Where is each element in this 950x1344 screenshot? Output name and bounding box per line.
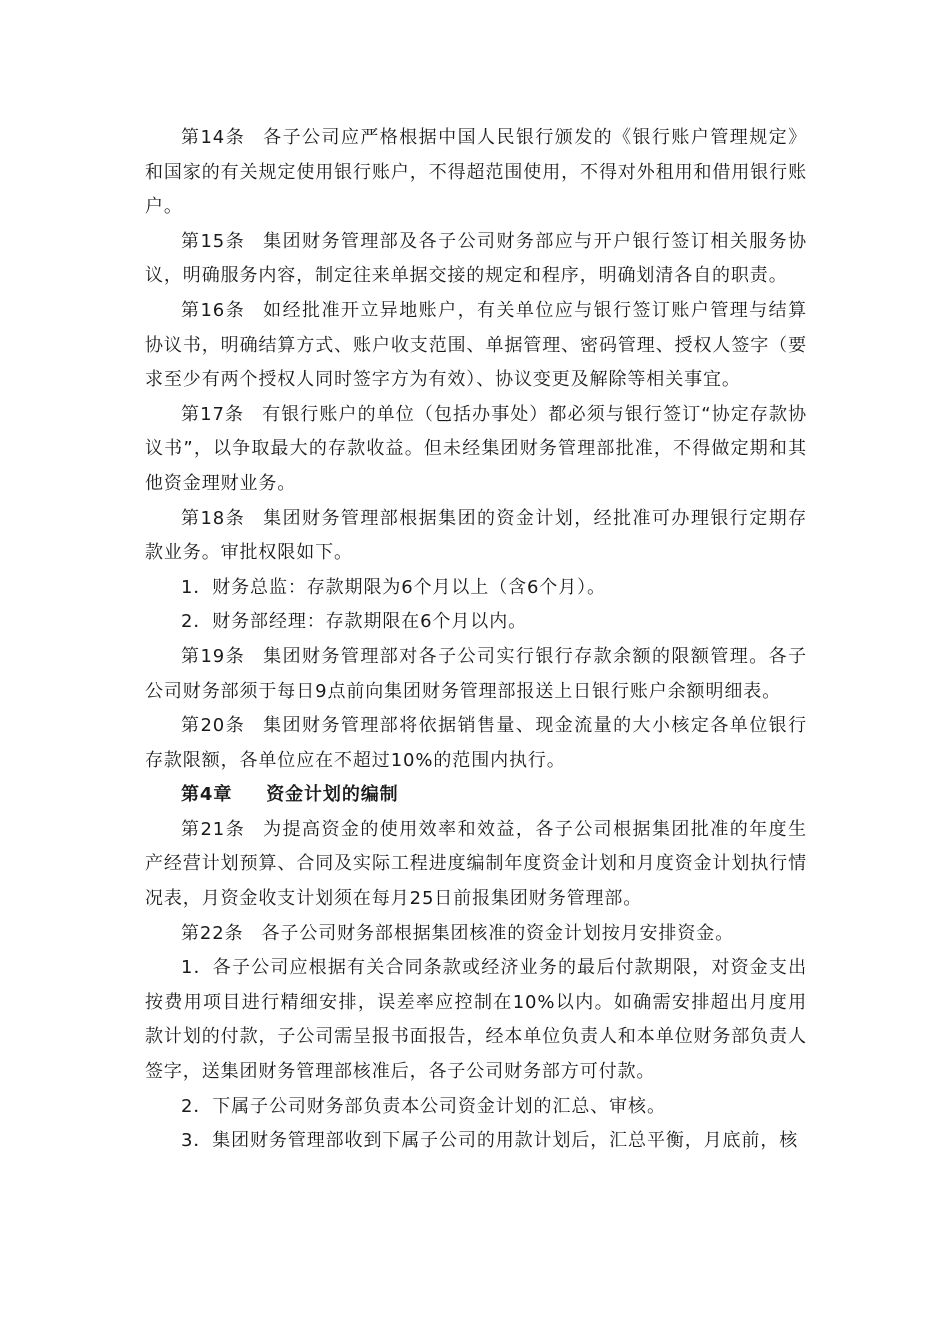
list-item: 2．财务部经理：存款期限在6个月以内。	[181, 611, 528, 633]
list-item: 3．集团财务管理部收到下属子公司的用款计划后，汇总平衡，月底前，核	[181, 1130, 799, 1152]
article-number: 第15条	[181, 230, 246, 252]
article-number: 第22条	[181, 922, 244, 944]
list-item: 1．财务总监：存款期限为6个月以上（含6个月）。	[181, 576, 606, 598]
chapter-number: 第4章	[181, 784, 233, 806]
article-20	[145, 709, 807, 778]
article-17	[145, 398, 807, 502]
article-text: 各子公司应严格根据中国人民银行颁发的《银行账户管理规定》和国家的有关规定使用银行账户，不得超范围使用，不得对外租用和借用银行账户。	[145, 127, 807, 218]
article-19	[145, 640, 807, 709]
article-number: 第20条	[181, 715, 246, 737]
article-text: 为提高资金的使用效率和效益，各子公司根据集团批准的年度生产经营计划预算、合同及实际工程进度编制年度资金计划和月度资金计划执行情况表，月资金收支计划须在每月25日前报集团财务管理部。	[145, 818, 807, 910]
chapter-title: 资金计划的编制	[266, 784, 399, 806]
chapter-heading	[145, 778, 807, 813]
article-16	[145, 294, 807, 398]
article-number: 第19条	[181, 645, 246, 667]
article-text: 集团财务管理部将依据销售量、现金流量的大小核定各单位银行存款限额，各单位应在不超过10%的范围内执行。	[145, 715, 807, 771]
article-text: 各子公司财务部根据集团核准的资金计划按月安排资金。	[261, 922, 735, 944]
list-item: 1．各子公司应根据有关合同条款或经济业务的最后付款期限，对资金支出按费用项目进行精细安排，误差率应控制在10%以内。如确需安排超出月度用款计划的付款，子公司需呈报书面报告，经本单位负责人和本单位财务部负责人签字，送集团财务管理部核准后，各子公司财务部方可付款。	[145, 957, 807, 1083]
article-number: 第17条	[181, 403, 245, 425]
list-item: 2．下属子公司财务部负责本公司资金计划的汇总、审核。	[181, 1095, 666, 1117]
article-text: 如经批准开立异地账户，有关单位应与银行签订账户管理与结算协议书，明确结算方式、账户收支范围、单据管理、密码管理、授权人签字（要求至少有两个授权人同时签字方为有效）、协议变更及解除等相关事宜。	[145, 299, 807, 391]
article-text: 集团财务管理部及各子公司财务部应与开户银行签订相关服务协议，明确服务内容，制定往来单据交接的规定和程序，明确划清各自的职责。	[145, 230, 807, 287]
article-number: 第16条	[181, 299, 246, 321]
article-21	[145, 813, 807, 917]
document-page	[145, 121, 807, 1159]
article-text: 集团财务管理部根据集团的资金计划，经批准可办理银行定期存款业务。审批权限如下。	[145, 507, 807, 564]
article-number: 第14条	[181, 127, 246, 148]
article-text: 集团财务管理部对各子公司实行银行存款余额的限额管理。各子公司财务部须于每日9点前向集团财务管理部报送上日银行账户余额明细表。	[145, 645, 807, 702]
article-14	[145, 121, 807, 225]
article-22	[145, 917, 807, 952]
article-text: 有银行账户的单位（包括办事处）都必须与银行签订“协定存款协议书”，以争取最大的存款收益。但未经集团财务管理部批准，不得做定期和其他资金理财业务。	[145, 403, 807, 494]
article-number: 第18条	[181, 507, 246, 529]
article-15	[145, 225, 807, 294]
article-number: 第21条	[181, 818, 246, 840]
article-18	[145, 502, 807, 571]
